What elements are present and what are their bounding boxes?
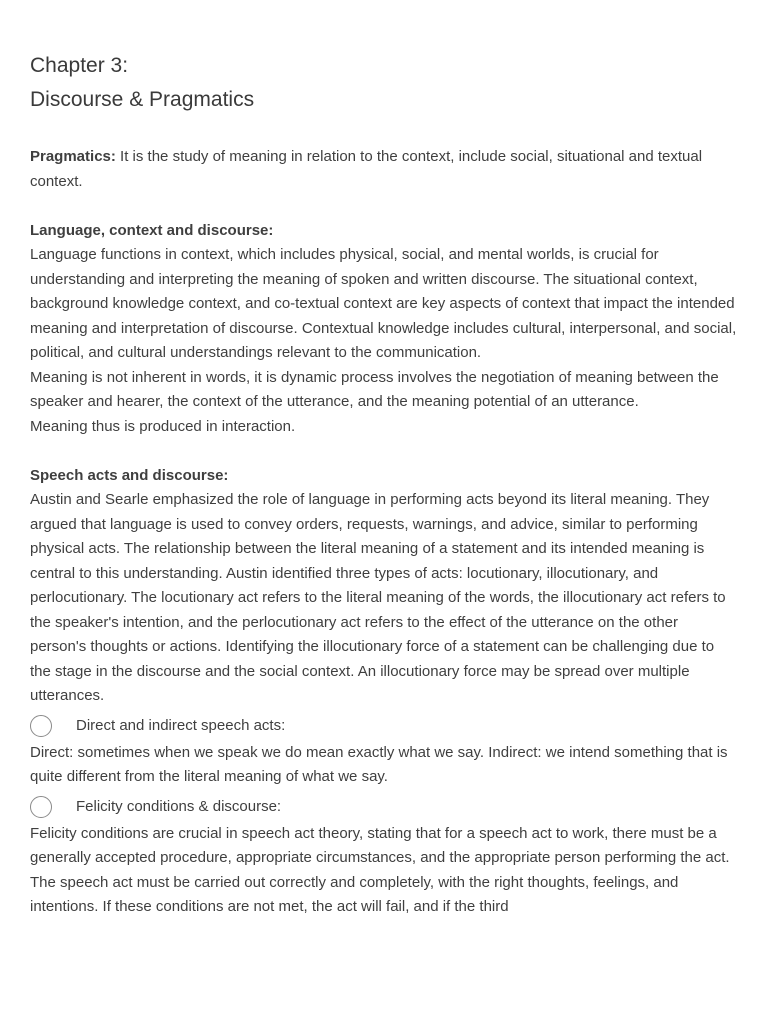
speech-acts-paragraph[interactable]: Austin and Searle emphasized the role of language in performing acts beyond its literal meaning. They argued that language is used to convey orders, requests, warnings, and advice, similar to performing physical acts. The relationship between the literal meaning of a statement and its intended meaning is central to this understanding. Austin identified three types of acts: locutionary, illocutionary, and perlocutionary. The locutionary act refers to the literal meaning of the words, the illocutionary act refers to the speaker's intention, and the perlocutionary act refers to the effect of the utterance on the other person's thoughts or actions. Identifying the illocutionary force of a statement can be challenging due to the stage in the discourse and the social context. An illocutionary force may be spread over multiple utterances. (30, 491, 726, 704)
pragmatics-paragraph[interactable] (30, 145, 738, 194)
chapter-subtitle: Discourse & Pragmatics (30, 88, 255, 111)
spacer (30, 439, 738, 464)
chapter-title: Chapter 3: (30, 54, 129, 77)
language-context-paragraph-2[interactable]: Meaning is not inherent in words, it is dynamic process involves the negotiation of meaning between the speaker and hearer, the context of the utterance, and the meaning potential of an utterance. (30, 368, 719, 410)
checklist-item (30, 711, 738, 741)
felicity-conditions-paragraph[interactable]: Felicity conditions are crucial in speech act theory, stating that for a speech act to work, there must be a generally accepted procedure, appropriate circumstances, and the appropriate person performing the act. The speech act must be carried out correctly and completely, with the right thoughts, feelings, and intentions. If these conditions are not met, the act will fail, and if the third (30, 824, 730, 915)
direct-indirect-paragraph[interactable]: Direct: sometimes when we speak we do mean exactly what we say. Indirect: we intend something that is quite different from the literal meaning of what we say. (30, 743, 728, 785)
pragmatics-text: It is the study of meaning in relation to the context, include social, situational and textual context. (30, 148, 703, 190)
checklist-item (30, 792, 738, 822)
spacer (30, 194, 738, 219)
language-context-paragraph-3[interactable]: Meaning thus is produced in interaction. (30, 417, 296, 435)
checklist-circle-checkbox[interactable] (30, 715, 52, 737)
checklist-item-label[interactable]: Felicity conditions & discourse: (76, 797, 282, 815)
checklist-circle-checkbox[interactable] (30, 796, 52, 818)
spacer (30, 117, 738, 145)
language-context-paragraph-1[interactable]: Language functions in context, which includes physical, social, and mental worlds, is crucial for understanding and interpreting the meaning of spoken and written discourse. The situational context, background knowledge context, and co-textual context are key aspects of context that impact the intended meaning and interpretation of discourse. Contextual knowledge includes cultural, interpersonal, and social, political, and cultural understandings relevant to the communication. (30, 246, 737, 361)
pragmatics-heading: Pragmatics: (30, 148, 116, 165)
checklist-item-label[interactable]: Direct and indirect speech acts: (76, 716, 286, 734)
speech-acts-heading: Speech acts and discourse: (30, 466, 229, 484)
language-context-heading: Language, context and discourse: (30, 221, 274, 239)
